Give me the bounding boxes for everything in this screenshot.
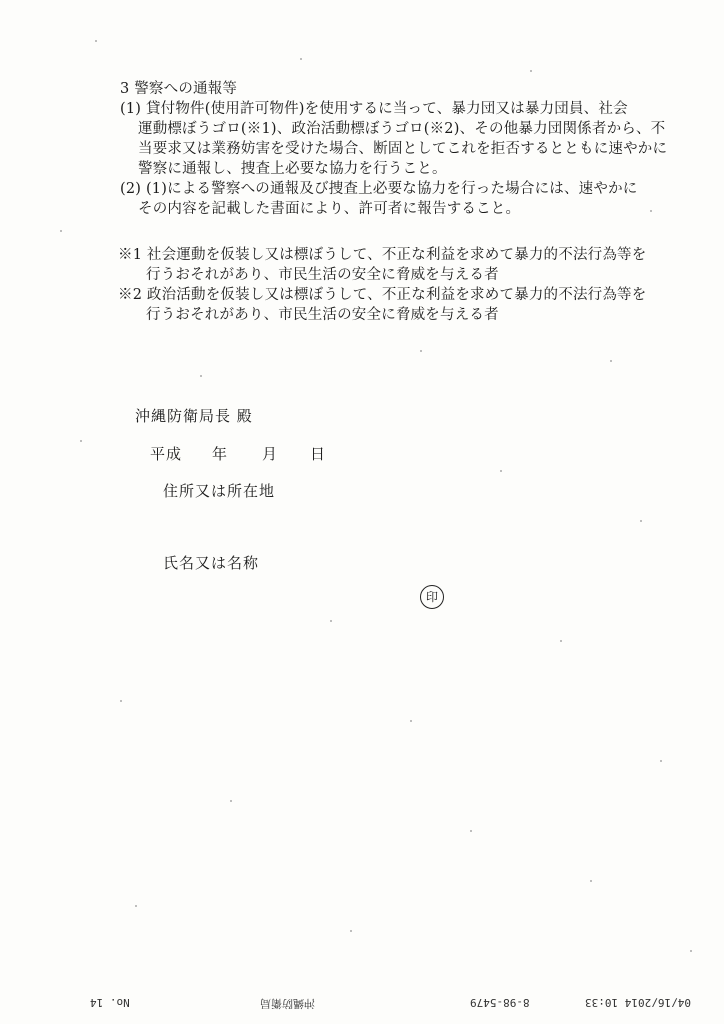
scan-speck [95, 40, 97, 42]
scan-speck [135, 905, 137, 907]
fax-datetime: 04/16/2014 10:33 [585, 996, 691, 1009]
date-day: 日 [310, 445, 327, 463]
scan-speck [590, 880, 592, 882]
scan-speck [330, 620, 332, 622]
note1-line1: ※1 社会運動を仮装し又は標ぼうして、不正な利益を求めて暴力的不法行為等を [118, 247, 647, 263]
scan-speck [470, 830, 472, 832]
scan-speck [120, 700, 122, 702]
scan-speck [690, 950, 692, 952]
scan-speck [200, 375, 202, 377]
addressee: 沖縄防衛局長 殿 [135, 407, 253, 425]
fax-sender: 沖縄防衛局 [260, 997, 315, 1010]
scan-speck [230, 800, 232, 802]
scan-speck [300, 58, 302, 60]
note2-line2: 行うおそれがあり、市民生活の安全に脅威を与える者 [146, 307, 499, 323]
seal-mark: 印 [420, 585, 444, 609]
date-year: 年 [212, 445, 229, 463]
date-month: 月 [262, 445, 279, 463]
item1-line1: (1) 貸付物件(使用許可物件)を使用するに当って、暴力団又は暴力団員、社会 [120, 101, 628, 117]
address-label: 住所又は所在地 [163, 482, 276, 500]
scan-speck [350, 930, 352, 932]
fax-number: 8-98-5479 [470, 996, 530, 1009]
scan-speck [650, 210, 652, 212]
item1-line2: 運動標ぼうゴロ(※1)、政治活動標ぼうゴロ(※2)、その他暴力団関係者から、不 [138, 121, 666, 137]
scan-speck [60, 230, 62, 232]
scan-speck [500, 470, 502, 472]
scan-speck [420, 350, 422, 352]
scan-speck [530, 70, 532, 72]
scan-speck [410, 720, 412, 722]
note2-line1: ※2 政治活動を仮装し又は標ぼうして、不正な利益を求めて暴力的不法行為等を [118, 287, 647, 303]
item2-line2: その内容を記載した書面により、許可者に報告すること。 [138, 201, 521, 217]
name-label: 氏名又は名称 [163, 554, 260, 572]
scan-speck [660, 760, 662, 762]
scan-speck [560, 640, 562, 642]
scan-speck [80, 440, 82, 442]
fax-page-number: No. 14 [90, 996, 130, 1009]
item1-line3: 当要求又は業務妨害を受けた場合、断固としてこれを拒否するとともに速やかに [138, 141, 668, 157]
section-heading: 3 警察への通報等 [120, 81, 238, 97]
scan-speck [610, 360, 612, 362]
date-era: 平成 [150, 445, 183, 463]
item2-line1: (2) (1)による警察への通報及び捜査上必要な協力を行った場合には、速やかに [120, 181, 638, 197]
note1-line2: 行うおそれがあり、市民生活の安全に脅威を与える者 [146, 267, 499, 283]
item1-line4: 警察に通報し、捜査上必要な協力を行うこと。 [138, 161, 447, 177]
scan-speck [640, 520, 642, 522]
